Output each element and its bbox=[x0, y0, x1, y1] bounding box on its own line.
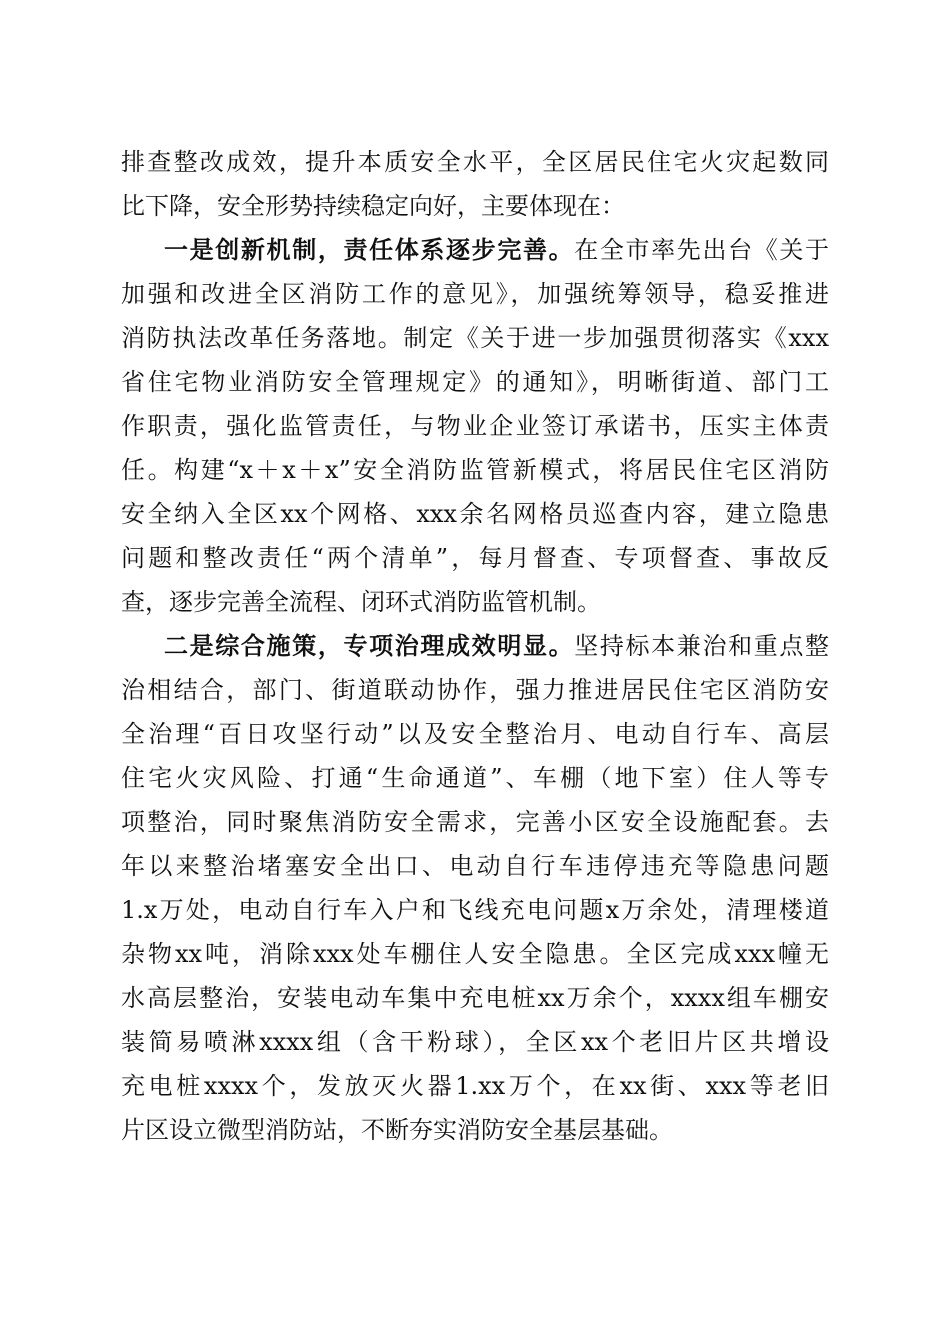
text-line: 装简易喷淋xxxx组（含干粉球），全区xx个老旧片区共增设 bbox=[121, 1028, 829, 1056]
text-line: 消防执法改革任务落地。制定《关于进一步加强贯彻落实《xxx bbox=[121, 324, 829, 352]
text-line: 查，逐步完善全流程、闭环式消防监管机制。 bbox=[121, 588, 601, 616]
text-line: 治相结合，部门、街道联动协作，强力推进居民住宅区消防安 bbox=[121, 676, 829, 704]
text-line: 1.x万处，电动自行车入户和飞线充电问题x万余处，清理楼道 bbox=[121, 896, 829, 924]
text-segment: 坚持标本兼治和重点整 bbox=[574, 632, 830, 660]
text-line: 项整治，同时聚焦消防安全需求，完善小区安全设施配套。去 bbox=[121, 808, 829, 836]
text-line: 问题和整改责任“两个清单”，每月督查、专项督查、事故反 bbox=[121, 544, 829, 572]
paragraph-heading: 二是综合施策，专项治理成效明显。 bbox=[164, 631, 575, 660]
text-line: 比下降，安全形势持续稳定向好，主要体现在： bbox=[121, 192, 625, 220]
text-line: 住宅火灾风险、打通“生命通道”、车棚（地下室）住人等专 bbox=[121, 764, 829, 792]
text-line: 作职责，强化监管责任，与物业企业签订承诺书，压实主体责 bbox=[121, 412, 829, 440]
paragraph-start-line bbox=[164, 626, 829, 666]
text-line: 全治理“百日攻坚行动”以及安全整治月、电动自行车、高层 bbox=[121, 720, 829, 748]
text-line: 省住宅物业消防安全管理规定》的通知》，明晰街道、部门工 bbox=[121, 368, 829, 396]
text-line: 安全纳入全区xx个网格、xxx余名网格员巡查内容，建立隐患 bbox=[121, 500, 829, 528]
paragraph-start-line bbox=[164, 230, 829, 270]
text-line: 水高层整治，安装电动车集中充电桩xx万余个，xxxx组车棚安 bbox=[121, 984, 829, 1012]
text-line: 片区设立微型消防站，不断夯实消防安全基层基础。 bbox=[121, 1116, 673, 1144]
text-line: 杂物xx吨，消除xxx处车棚住人安全隐患。全区完成xxx幢无 bbox=[121, 940, 829, 968]
text-line: 加强和改进全区消防工作的意见》，加强统筹领导，稳妥推进 bbox=[121, 280, 829, 308]
paragraph-heading: 一是创新机制，责任体系逐步完善。 bbox=[164, 235, 575, 264]
text-line: 年以来整治堵塞安全出口、电动自行车违停违充等隐患问题 bbox=[121, 852, 829, 880]
text-segment: 在全市率先出台《关于 bbox=[574, 236, 830, 264]
text-line: 排查整改成效，提升本质安全水平，全区居民住宅火灾起数同 bbox=[121, 148, 829, 176]
text-line: 充电桩xxxx个，发放灭火器1.xx万个，在xx街、xxx等老旧 bbox=[121, 1072, 829, 1100]
text-line: 任。构建“x＋x＋x”安全消防监管新模式，将居民住宅区消防 bbox=[121, 456, 829, 484]
